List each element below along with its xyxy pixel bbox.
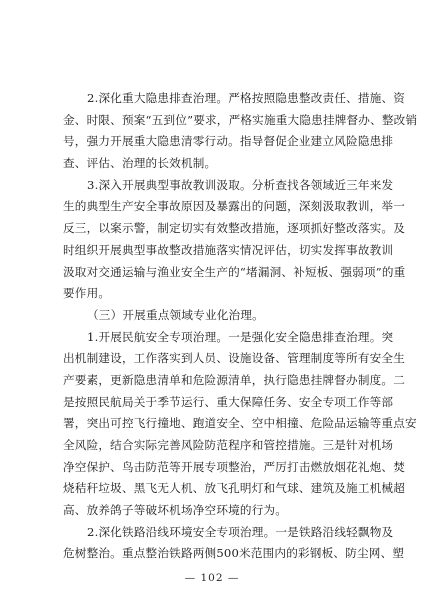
text-line: 1.开展民航安全专项治理。一是强化安全隐患排查治理。突 [87, 329, 394, 344]
text-line: 出机制建设，工作落实到人员、设施设备、管理制度等所有安全生 [63, 351, 406, 366]
text-line: 金、时限、预案“五到位”要求，严格实施重大隐患挂牌督办、整改销 [63, 112, 418, 127]
text-line: 是按照民航局关于季节运行、重大保障任务、安全专项工作等部 [63, 394, 394, 409]
text-line: 2.深化重大隐患排查治理。严格按照隐患整改责任、措施、资 [87, 91, 406, 105]
text-line: 全风险，结合实际完善风险防范程序和管控措施。三是针对机场 [63, 438, 394, 452]
text-line: 高、放养鸽子等破坏机场净空环境的行为。 [63, 503, 288, 518]
text-line: 2.深化铁路沿线环境安全专项治理。一是铁路沿线轻飘物及 [87, 524, 394, 539]
text-line: 净空保护、鸟击防范等开展专项整治，严厉打击燃放烟花礼炮、焚 [63, 459, 406, 474]
text-line: 危树整治。重点整治铁路两侧500米范围内的彩钢板、防尘网、塑 [63, 546, 405, 561]
text-line: 署，突出可控飞行撞地、跑道安全、空中相撞、危险品运输等重点安 [63, 416, 417, 431]
text-line: 产要素，更新隐患清单和危险源清单，执行隐患挂牌督办制度。二 [63, 372, 406, 387]
body-text [63, 88, 418, 565]
section-heading: （三）开展重点领域专业化治理。 [87, 307, 264, 322]
text-line: 烧秸秆垃圾、黑飞无人机、放飞孔明灯和气球、建筑及施工机械超 [63, 481, 406, 496]
page-number: — 102 — [184, 572, 240, 584]
text-line: 反三，以案示警，制定切实有效整改措施，逐项抓好整改落实。及 [63, 221, 406, 236]
text-line: 生的典型生产安全事故原因及暴露出的问题，深刻汲取教训，举一 [63, 199, 406, 214]
text-line: 时组织开展典型事故整改措施落实情况评估，切实发挥事故教训 [63, 242, 394, 257]
text-line: 查、评估、治理的长效机制。 [63, 156, 217, 171]
text-line: 3.深入开展典型事故教训汲取。分析查找各领域近三年来发 [87, 177, 394, 192]
text-line: 汲取对交通运输与渔业安全生产的“堵漏洞、补短板、强弱项”的重 [63, 264, 406, 279]
text-line: 号，强力开展重大隐患清零行动。指导督促企业建立风险隐患排 [63, 134, 394, 149]
text-line: 要作用。 [63, 286, 111, 301]
